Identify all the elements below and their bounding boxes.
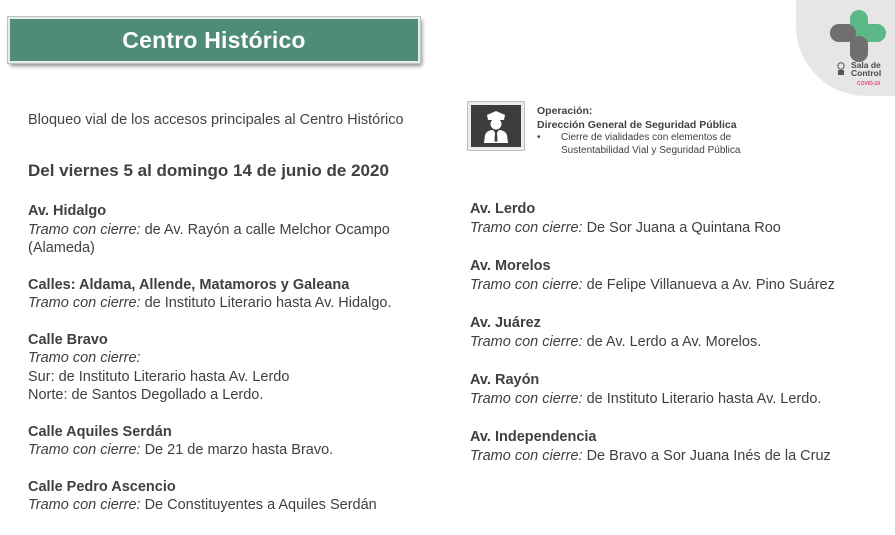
operation-icon-box	[467, 101, 525, 151]
operation-agency: Dirección General de Seguridad Pública	[537, 119, 737, 131]
list-item: Calle Pedro Ascencio Tramo con cierre: De Constituyentes a Aquiles Serdán	[28, 478, 377, 513]
page-title: Centro Histórico	[122, 26, 306, 53]
left-column	[28, 202, 458, 533]
seal-icon	[836, 62, 846, 76]
right-column	[470, 200, 895, 485]
list-item: Av. Juárez Tramo con cierre: de Av. Lerdo a Av. Morelos.	[470, 315, 762, 350]
operation-bullet: • Cierre de vialidades con elementos de	[537, 132, 740, 145]
list-item: Av. Hidalgo Tramo con cierre: de Av. Rayón a calle Melchor Ocampo (Alameda)	[28, 203, 390, 256]
title-banner	[8, 17, 420, 63]
police-officer-icon	[481, 109, 511, 143]
list-item: Calle Bravo Tramo con cierre: Sur: de Instituto Literario hasta Av. Lerdo Norte: de Santos Degollado a Lerdo.	[28, 331, 290, 403]
operation-bullet-cont: Sustentabilidad Vial y Seguridad Pública	[561, 144, 741, 156]
list-item: Av. Rayón Tramo con cierre: de Instituto Literario hasta Av. Lerdo.	[470, 372, 822, 407]
list-item: Av. Morelos Tramo con cierre: de Felipe Villanueva a Av. Pino Suárez	[470, 258, 835, 293]
health-cross-icon	[796, 0, 895, 96]
sala-de-control-logo	[796, 0, 895, 96]
date-range: Del viernes 5 al domingo 14 de junio de 2020	[28, 161, 389, 180]
list-item: Av. Independencia Tramo con cierre: De Bravo a Sor Juana Inés de la Cruz	[470, 429, 831, 464]
list-item: Calle Aquiles Serdán Tramo con cierre: De 21 de marzo hasta Bravo.	[28, 423, 334, 458]
subtitle: Bloqueo vial de los accesos principales al Centro Histórico	[28, 112, 404, 128]
operation-label: Operación:	[537, 105, 593, 117]
operation-info	[537, 105, 740, 157]
list-item: Av. Lerdo Tramo con cierre: De Sor Juana a Quintana Roo	[470, 201, 781, 236]
list-item: Calles: Aldama, Allende, Matamoros y Galeana Tramo con cierre: de Instituto Literario hasta Av. Hidalgo.	[28, 276, 392, 311]
logo-text: Sala de Control	[851, 60, 882, 78]
logo-covid-text: COVID-19	[857, 81, 881, 87]
